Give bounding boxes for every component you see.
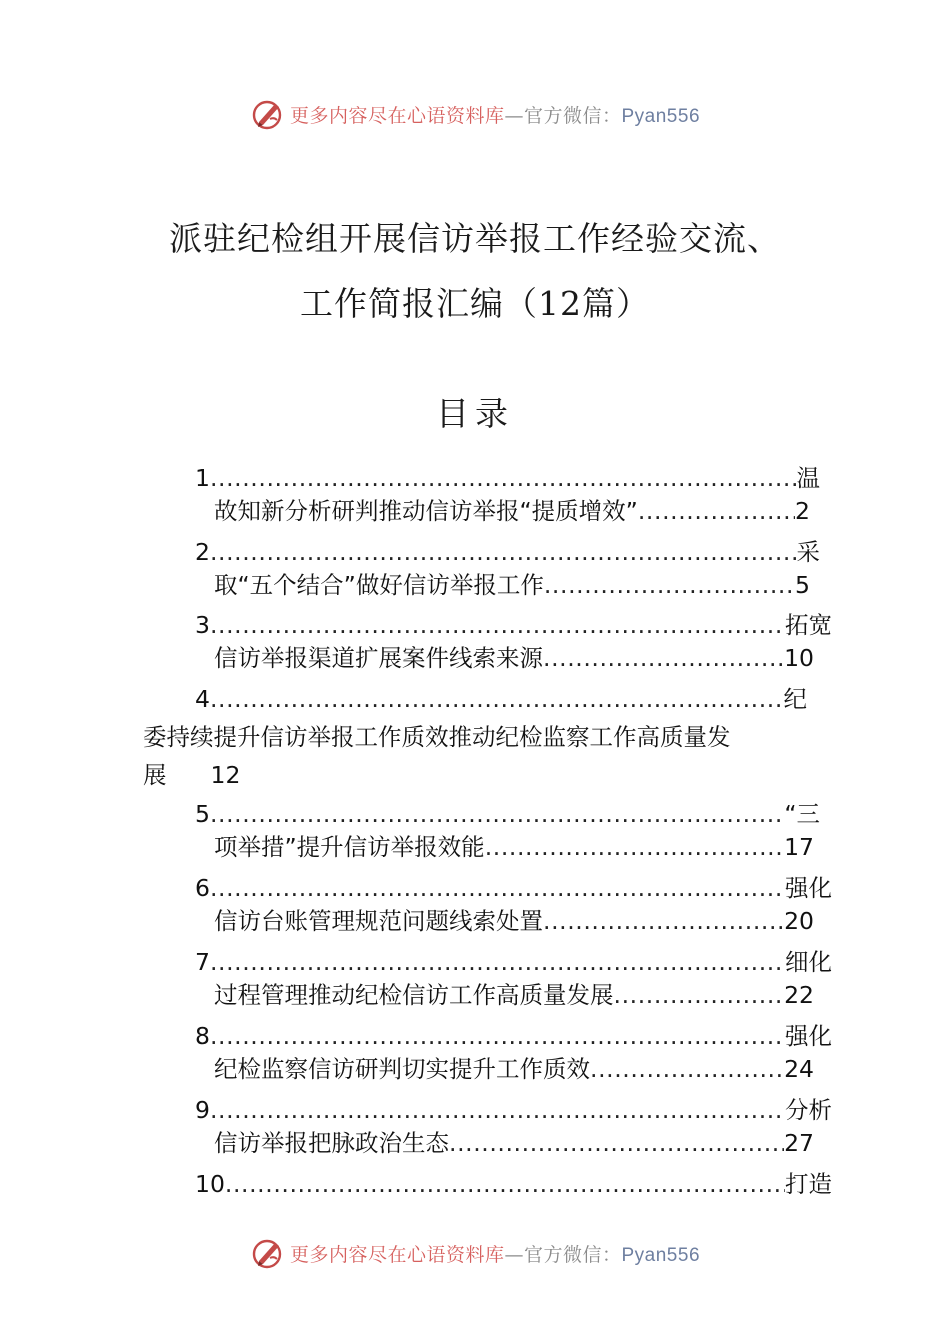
toc-entry-head: 细化 xyxy=(785,948,832,976)
toc-entry-number: 10 xyxy=(195,1170,225,1198)
toc-leader-dots xyxy=(543,904,784,938)
toc-entry-head: 分析 xyxy=(785,1096,832,1124)
watermark-prefix: 更多内容尽在心语资料库 xyxy=(289,1243,505,1266)
toc-entry-title: 信访举报把脉政治生态 xyxy=(214,1129,449,1157)
toc-entry-head: “三 xyxy=(784,800,820,828)
watermark-text xyxy=(290,101,700,128)
toc-entry-number: 5 xyxy=(195,800,210,828)
toc-leader-dots xyxy=(210,1019,785,1053)
toc-entry-number: 2 xyxy=(195,538,210,566)
watermark-text xyxy=(290,1240,700,1267)
toc-entry-2-line-2[interactable] xyxy=(214,568,810,602)
toc-entry-number: 8 xyxy=(195,1022,210,1050)
toc-entry-6-line-1[interactable] xyxy=(195,871,832,905)
toc-entry-8-line-1[interactable] xyxy=(195,1019,832,1053)
toc-entry-head: 打造 xyxy=(785,1170,832,1198)
toc-entry-page: 20 xyxy=(784,907,814,935)
toc-leader-dots xyxy=(543,641,784,675)
toc-entry-head: 强化 xyxy=(785,1022,832,1050)
toc-leader-dots xyxy=(210,461,797,495)
toc-entry-page: 22 xyxy=(784,981,814,1009)
toc-entry-1-line-2[interactable] xyxy=(214,494,810,528)
toc-leader-dots xyxy=(638,494,795,528)
toc-leader-dots xyxy=(449,1126,784,1160)
toc-entry-number: 9 xyxy=(195,1096,210,1124)
toc-leader-dots xyxy=(210,535,797,569)
toc-entry-number: 3 xyxy=(195,611,210,639)
toc-leader-dots xyxy=(210,871,785,905)
toc-leader-dots xyxy=(210,797,784,831)
toc-leader-dots xyxy=(210,682,784,716)
toc-entry-8-line-2[interactable] xyxy=(214,1052,814,1086)
toc-entry-page: 10 xyxy=(784,644,814,672)
watermark-prefix: 更多内容尽在心语资料库 xyxy=(289,104,505,127)
toc-entry-page: 5 xyxy=(795,571,810,599)
toc-entry-4-line-2[interactable]: 委持续提升信访举报工作质效推动纪检监察工作高质量发 xyxy=(143,723,731,751)
toc-entry-9-line-1[interactable] xyxy=(195,1093,832,1127)
toc-entry-9-line-2[interactable] xyxy=(214,1126,814,1160)
toc-entry-5-line-1[interactable] xyxy=(195,797,820,831)
header-watermark xyxy=(0,94,950,134)
toc-entry-5-line-2[interactable] xyxy=(214,830,814,864)
toc-leader-dots xyxy=(210,608,785,642)
toc-entry-number: 7 xyxy=(195,948,210,976)
watermark-label: 官方微信： xyxy=(523,104,622,127)
toc-entry-page: 24 xyxy=(784,1055,814,1083)
watermark-dash: — xyxy=(504,1243,524,1266)
toc-entry-6-line-2[interactable] xyxy=(214,904,814,938)
document-title-line-2: 工作简报汇编（12篇） xyxy=(300,284,650,323)
toc-entry-head: 采 xyxy=(796,538,820,566)
toc-entry-number: 1 xyxy=(195,464,210,492)
toc-entry-head: 拓宽 xyxy=(785,611,832,639)
toc-leader-dots xyxy=(590,1052,784,1086)
watermark-account: Pyan556 xyxy=(621,1244,701,1266)
toc-leader-dots xyxy=(210,1093,785,1127)
toc-entry-number: 4 xyxy=(195,685,210,713)
toc-entry-title: 纪检监察信访研判切实提升工作质效 xyxy=(214,1055,590,1083)
toc-entry-title: 项举措”提升信访举报效能 xyxy=(214,833,485,861)
watermark-label: 官方微信： xyxy=(523,1243,622,1266)
toc-entry-title-end: 展 xyxy=(143,761,167,789)
toc-entry-7-line-2[interactable] xyxy=(214,978,814,1012)
toc-heading: 目录 xyxy=(436,394,514,433)
toc-entry-page: 12 xyxy=(210,761,241,789)
toc-entry-head: 纪 xyxy=(783,685,807,713)
document-title-line-1: 派驻纪检组开展信访举报工作经验交流、 xyxy=(169,219,781,258)
toc-entry-3-line-2[interactable] xyxy=(214,641,814,675)
toc-entry-1-line-1[interactable] xyxy=(195,461,820,495)
watermark-dash: — xyxy=(504,104,524,127)
pen-logo-icon xyxy=(250,1235,286,1271)
toc-leader-dots xyxy=(544,568,795,602)
footer-watermark xyxy=(0,1233,950,1273)
toc-entry-title: 信访举报渠道扩展案件线索来源 xyxy=(214,644,543,672)
toc-entry-head: 强化 xyxy=(785,874,832,902)
toc-leader-dots xyxy=(485,830,784,864)
toc-entry-title: 取“五个结合”做好信访举报工作 xyxy=(214,571,544,599)
toc-entry-4-line-3[interactable] xyxy=(143,758,240,792)
toc-entry-page: 17 xyxy=(784,833,814,861)
watermark-account: Pyan556 xyxy=(621,105,701,127)
toc-entry-title: 过程管理推动纪检信访工作高质量发展 xyxy=(214,981,614,1009)
toc-entry-4-line-1[interactable] xyxy=(195,682,807,716)
toc-leader-dots xyxy=(210,945,785,979)
toc-entry-title: 故知新分析研判推动信访举报“提质增效” xyxy=(214,497,638,525)
toc-entry-3-line-1[interactable] xyxy=(195,608,832,642)
toc-entry-10-line-1[interactable] xyxy=(195,1167,832,1201)
toc-entry-number: 6 xyxy=(195,874,210,902)
pen-logo-icon xyxy=(250,96,286,132)
toc-leader-dots xyxy=(225,1167,785,1201)
toc-entry-7-line-1[interactable] xyxy=(195,945,832,979)
toc-entry-page: 2 xyxy=(795,497,810,525)
toc-entry-head: 温 xyxy=(796,464,820,492)
toc-entry-page: 27 xyxy=(784,1129,814,1157)
toc-entry-2-line-1[interactable] xyxy=(195,535,820,569)
toc-leader-dots xyxy=(614,978,785,1012)
toc-entry-title: 信访台账管理规范问题线索处置 xyxy=(214,907,543,935)
